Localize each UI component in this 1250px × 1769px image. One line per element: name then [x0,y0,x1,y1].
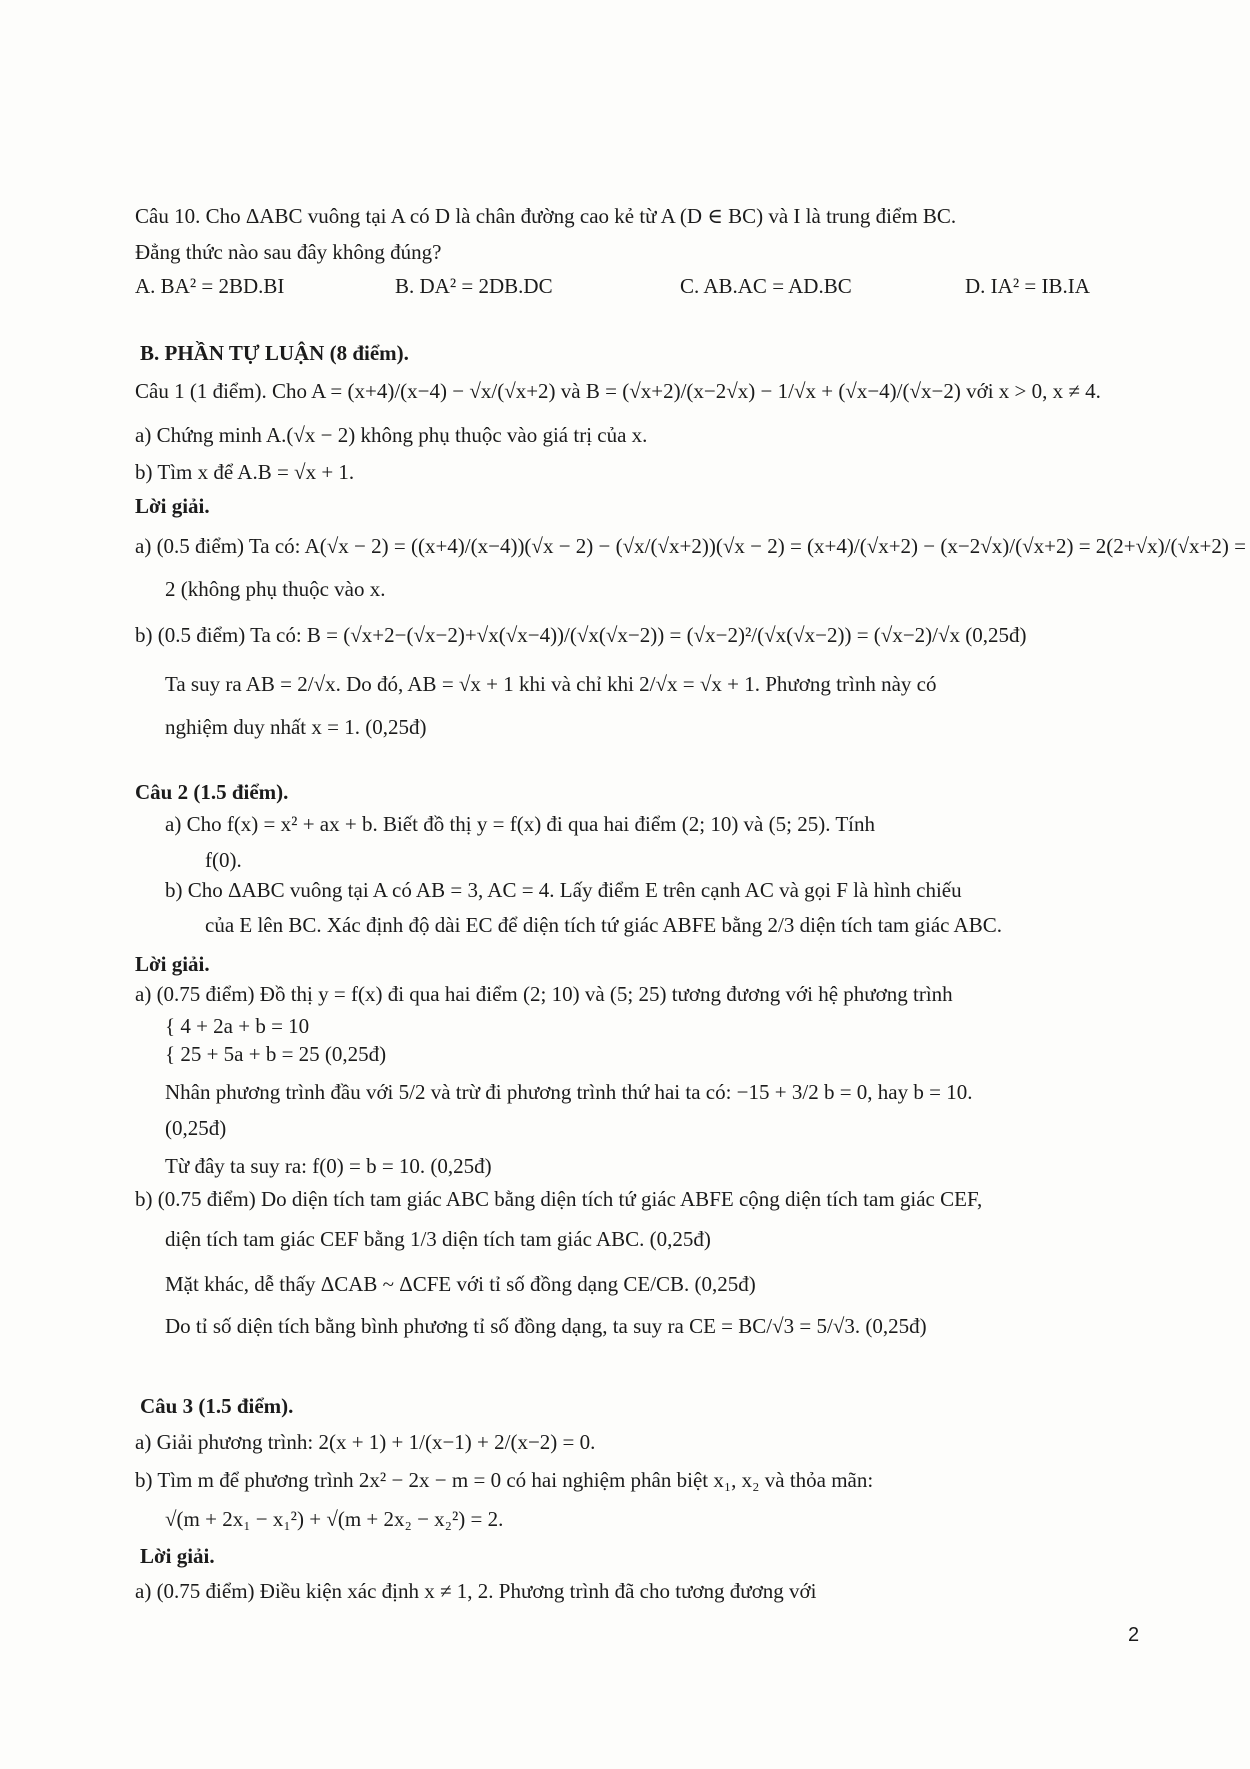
q1-solution-b-line2: Ta suy ra AB = 2/√x. Do đó, AB = √x + 1 khi và chỉ khi 2/√x = √x + 1. Phương trình này có [165,672,937,696]
q1-solution-b-line3: nghiệm duy nhất x = 1. (0,25đ) [165,715,427,739]
q10-question: Đẳng thức nào sau đây không đúng? [135,240,442,264]
q2-solution-a: a) (0.75 điểm) Đồ thị y = f(x) đi qua hai điểm (2; 10) và (5; 25) tương đương với hệ phương trình [135,982,953,1006]
q1-solution-a-cont: 2 (không phụ thuộc vào x. [165,577,386,601]
q1-solution-a: a) (0.5 điểm) Ta có: A(√x − 2) = ((x+4)/(x−4))(√x − 2) − (√x/(√x+2))(√x − 2) = (x+4)/(√x+2) − (x−2√x)/(√x+2) = 2(2+√x)/(√x+2) = [135,534,1246,558]
q2-part-a: a) Cho f(x) = x² + ax + b. Biết đồ thị y = f(x) đi qua hai điểm (2; 10) và (5; 25). Tính [165,812,875,836]
section-b-heading: B. PHẦN TỰ LUẬN (8 điểm). [140,341,409,365]
q2-system-eq2: { 25 + 5a + b = 25 (0,25đ) [165,1042,387,1066]
q10-option-d: D. IA² = IB.IA [965,274,1090,298]
q3-part-b-condition: √(m + 2x₁ − x₁²) + √(m + 2x₂ − x₂²) = 2. [165,1507,504,1531]
q1-part-a: a) Chứng minh A.(√x − 2) không phụ thuộc vào giá trị của x. [135,423,648,447]
q10-option-b: B. DA² = 2DB.DC [395,274,553,298]
q3-solution-title: Lời giải. [140,1544,215,1568]
q2-part-b-cont: của E lên BC. Xác định độ dài EC để diện tích tứ giác ABFE bằng 2/3 diện tích tam giác ABC. [205,913,1002,937]
q2-part-b: b) Cho ΔABC vuông tại A có AB = 3, AC = 4. Lấy điểm E trên cạnh AC và gọi F là hình chiếu [165,878,962,902]
q3-solution-a: a) (0.75 điểm) Điều kiện xác định x ≠ 1, 2. Phương trình đã cho tương đương với [135,1579,817,1603]
q3-title: Câu 3 (1.5 điểm). [140,1394,294,1418]
q2-solution-a-line2: Nhân phương trình đầu với 5/2 và trừ đi phương trình thứ hai ta có: −15 + 3/2 b = 0, hay b = 10. [165,1080,973,1104]
q3-part-b: b) Tìm m để phương trình 2x² − 2x − m = 0 có hai nghiệm phân biệt x₁, x₂ và thỏa mãn: [135,1468,874,1492]
q2-solution-b-line2: diện tích tam giác CEF bằng 1/3 diện tích tam giác ABC. (0,25đ) [165,1227,711,1251]
q10-option-c: C. AB.AC = AD.BC [680,274,852,298]
q2-solution-title: Lời giải. [135,952,210,976]
q10-option-a: A. BA² = 2BD.BI [135,274,285,298]
q1-solution-b: b) (0.5 điểm) Ta có: B = (√x+2−(√x−2)+√x(√x−4))/(√x(√x−2)) = (√x−2)²/(√x(√x−2)) = (√x−2)/√x (0,25đ) [135,623,1027,647]
q10-options [135,272,1130,300]
q2-title: Câu 2 (1.5 điểm). [135,780,289,804]
q2-system-eq1: { 4 + 2a + b = 10 [165,1014,310,1038]
q1-part-b: b) Tìm x để A.B = √x + 1. [135,460,355,484]
q3-part-a: a) Giải phương trình: 2(x + 1) + 1/(x−1) + 2/(x−2) = 0. [135,1430,596,1454]
q2-solution-b: b) (0.75 điểm) Do diện tích tam giác ABC bằng diện tích tứ giác ABFE cộng diện tích tam giác CEF, [135,1187,983,1211]
q1-statement: Câu 1 (1 điểm). Cho A = (x+4)/(x−4) − √x/(√x+2) và B = (√x+2)/(x−2√x) − 1/√x + (√x−4)/(√x−2) với x > 0, x ≠ 4. [135,379,1101,403]
q2-solution-a-score: (0,25đ) [165,1116,227,1140]
q2-solution-b-line4: Do tỉ số diện tích bằng bình phương tỉ số đồng dạng, ta suy ra CE = BC/√3 = 5/√3. (0,25đ) [165,1314,927,1338]
q1-solution-title: Lời giải. [135,494,210,518]
q2-part-a-cont: f(0). [205,848,242,872]
page-number: 2 [1128,1624,1140,1646]
q10-statement: Câu 10. Cho ΔABC vuông tại A có D là chân đường cao kẻ từ A (D ∈ BC) và I là trung điểm BC. [135,204,957,228]
q2-solution-a-line3: Từ đây ta suy ra: f(0) = b = 10. (0,25đ) [165,1154,492,1178]
q2-solution-b-line3: Mặt khác, dễ thấy ΔCAB ~ ΔCFE với tỉ số đồng dạng CE/CB. (0,25đ) [165,1272,756,1296]
